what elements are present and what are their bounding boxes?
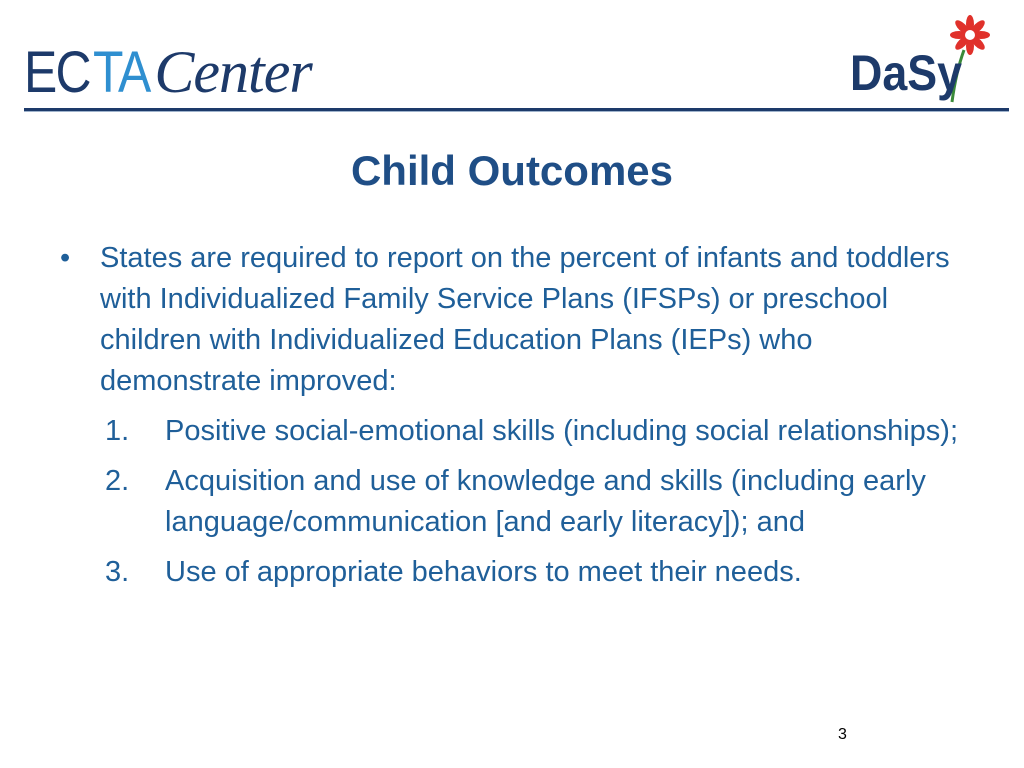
list-item-text: Use of appropriate behaviors to meet their needs. xyxy=(165,556,802,588)
list-item-text: Acquisition and use of knowledge and skills (including early language/communication [and early literacy]); and xyxy=(165,465,926,538)
list-item xyxy=(60,552,960,593)
page-number: 3 xyxy=(838,726,847,743)
bullet-item xyxy=(60,238,960,402)
list-item-text: Positive social-emotional skills (including social relationships); xyxy=(165,415,958,447)
dasy-logo-text: DaSy xyxy=(850,45,963,101)
ecta-center-logo xyxy=(24,32,312,105)
header-divider xyxy=(24,108,1009,112)
logo-ec-text: EC xyxy=(24,40,90,105)
bullet-marker: • xyxy=(60,242,71,274)
slide-title: Child Outcomes xyxy=(350,147,674,194)
list-item xyxy=(60,411,960,452)
list-item-number: 3. xyxy=(105,556,130,588)
list-item-number: 2. xyxy=(105,465,130,497)
logo-ta-text: TA xyxy=(92,40,150,105)
bullet-text: States are required to report on the percent of infants and toddlers with Individualized Family Service Plans (IFSPs) or preschool children with Individualized Education Plans (IEPs) who demonstrate improved: xyxy=(100,242,950,397)
slide-body xyxy=(60,238,960,602)
logo-center-text: Center xyxy=(154,39,312,105)
dasy-logo xyxy=(848,10,998,110)
list-item-number: 1. xyxy=(105,415,130,447)
numbered-list xyxy=(60,411,960,593)
list-item xyxy=(60,461,960,543)
